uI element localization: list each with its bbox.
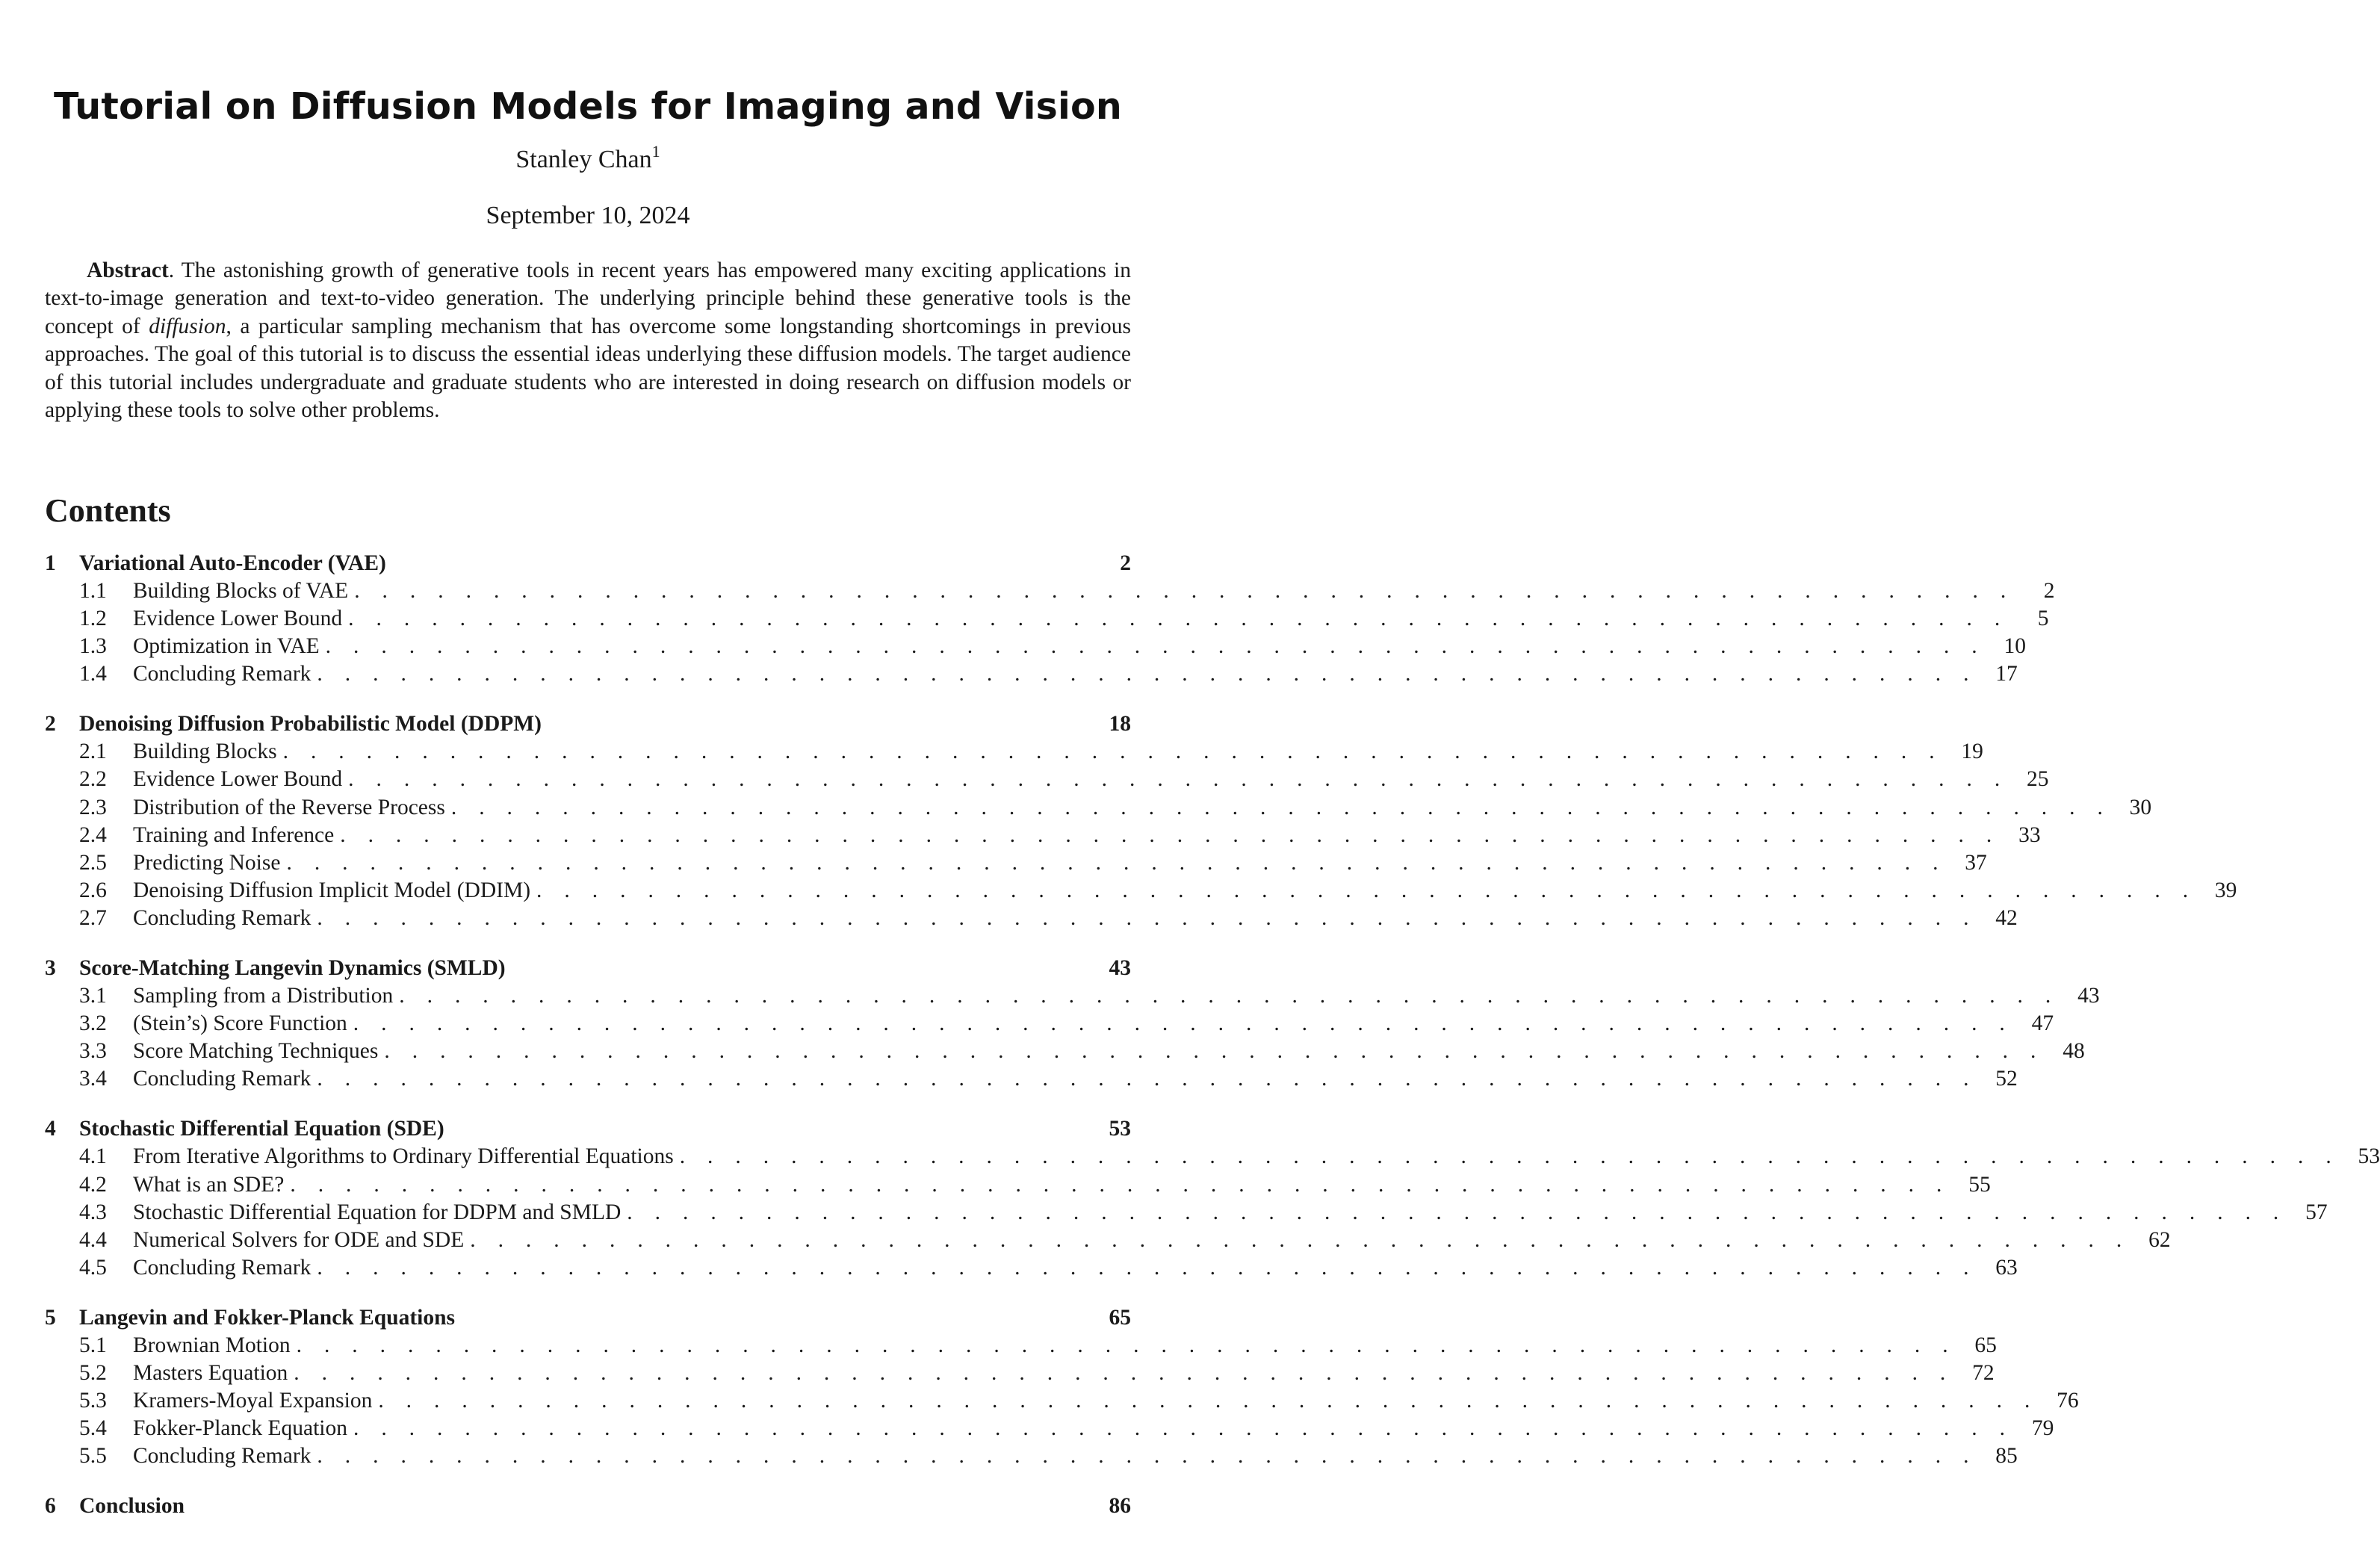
toc-subsection-title[interactable]: Distribution of the Reverse Process <box>133 795 445 819</box>
toc-leader-dots: . . . . . . . . . . . . . . . . . . . . . . . . . . . . . . . . . . . . . . . . . . . . . . . . . . . . . . . . . . . . <box>296 1333 1956 1357</box>
toc-section-title[interactable]: Stochastic Differential Equation (SDE) <box>79 1117 444 1141</box>
toc-subsection-title[interactable]: Building Blocks <box>133 740 277 764</box>
toc-subsection-number: 2.7 <box>79 905 107 930</box>
toc-section-page[interactable]: 86 <box>1109 1494 1131 1519</box>
toc-subsection-entry[interactable] <box>45 1333 1997 1361</box>
toc-subsection-page[interactable]: 72 <box>1972 1360 1995 1385</box>
toc-subsection-entry[interactable] <box>45 1011 2054 1039</box>
toc-subsection-entry[interactable] <box>45 905 2018 934</box>
toc-leader-dots: . . . . . . . . . . . . . . . . . . . . . . . . . . . . . . . . . . . . . . . . . . . . . . . . . . . . . . . . . . . . <box>282 740 1943 764</box>
contents-heading: Contents <box>45 492 171 529</box>
toc-subsection-page[interactable]: 43 <box>2077 984 2100 1008</box>
toc-leader-dots: . . . . . . . . . . . . . . . . . . . . . . . . . . . . . . . . . . . . . . . . . . . . . . . . . . . . . . . . . . . . <box>325 634 1986 659</box>
toc-subsection-page[interactable]: 10 <box>2004 634 2026 659</box>
toc-subsection-number: 1.4 <box>79 662 107 686</box>
toc-subsection-title[interactable]: Score Matching Techniques <box>133 1039 379 1064</box>
toc-subsection-page[interactable]: 47 <box>2031 1011 2054 1036</box>
toc-subsection-page[interactable]: 76 <box>2057 1389 2079 1413</box>
toc-subsection-page[interactable]: 30 <box>2129 795 2152 819</box>
abstract-emphasis: diffusion <box>149 314 226 338</box>
toc-subsection-number: 4.3 <box>79 1200 107 1224</box>
toc-subsection-page[interactable]: 17 <box>1995 662 2018 686</box>
toc-section-entry[interactable] <box>45 1306 1131 1333</box>
toc-subsection-entry[interactable] <box>45 1067 2018 1094</box>
toc-subsection-entry[interactable] <box>45 1144 2380 1172</box>
toc-subsection-title[interactable]: Numerical Solvers for ODE and SDE <box>133 1227 465 1252</box>
toc-subsection-page[interactable]: 79 <box>2031 1416 2054 1441</box>
toc-subsection-entry[interactable] <box>45 822 2041 851</box>
toc-leader-dots: . . . . . . . . . . . . . . . . . . . . . . . . . . . . . . . . . . . . . . . . . . . . . . . . . . . . . . . . . . . . <box>353 1011 2014 1036</box>
toc-subsection-page[interactable]: 57 <box>2305 1200 2328 1224</box>
toc-section-page[interactable]: 65 <box>1109 1305 1131 1330</box>
toc-subsection-title[interactable]: Predicting Noise <box>133 850 281 875</box>
toc-section-number: 6 <box>45 1494 56 1519</box>
toc-subsection-page[interactable]: 48 <box>2063 1039 2085 1064</box>
toc-subsection-entry[interactable] <box>45 1360 1995 1389</box>
toc-subsection-title[interactable]: Building Blocks of VAE <box>133 579 349 603</box>
toc-subsection-page[interactable]: 53 <box>2358 1144 2380 1169</box>
toc-subsection-number: 5.5 <box>79 1444 107 1469</box>
publication-date: September 10, 2024 <box>486 202 690 229</box>
toc-section-number: 1 <box>45 551 56 575</box>
toc-subsection-number: 4.2 <box>79 1172 107 1197</box>
toc-subsection-number: 2.3 <box>79 795 107 819</box>
toc-subsection-title[interactable]: (Stein’s) Score Function <box>133 1011 347 1036</box>
toc-leader-dots: . . . . . . . . . . . . . . . . . . . . . . . . . . . . . . . . . . . . . . . . . . . . . . . . . . . . . . . . . . . . <box>399 984 2060 1008</box>
toc-subsection-number: 4.4 <box>79 1227 107 1252</box>
toc-subsection-entry[interactable] <box>45 984 2100 1011</box>
toc-section-page[interactable]: 43 <box>1109 956 1131 981</box>
toc-subsection-title[interactable]: Sampling from a Distribution <box>133 984 394 1008</box>
toc-subsection-entry[interactable] <box>45 740 1983 767</box>
toc-subsection-entry[interactable] <box>45 634 2026 662</box>
toc-subsection-title[interactable]: Training and Inference <box>133 822 335 847</box>
table-of-contents <box>45 551 2380 1544</box>
toc-subsection-number: 5.2 <box>79 1360 107 1385</box>
toc-subsection-title[interactable]: Fokker-Planck Equation <box>133 1416 347 1441</box>
toc-section <box>45 551 2055 689</box>
toc-leader-dots: . . . . . . . . . . . . . . . . . . . . . . . . . . . . . . . . . . . . . . . . . . . . . . . . . . . . . . . . . . . . <box>470 1227 2130 1252</box>
toc-section <box>45 1117 2380 1283</box>
toc-subsection-number: 2.1 <box>79 740 107 764</box>
toc-subsection-entry[interactable] <box>45 607 2049 634</box>
toc-subsection-number: 2.6 <box>79 878 107 902</box>
toc-leader-dots: . . . . . . . . . . . . . . . . . . . . . . . . . . . . . . . . . . . . . . . . . . . . . . . . . . . . . . . . . . . . <box>290 1172 1950 1197</box>
toc-subsection-number: 3.1 <box>79 984 107 1008</box>
toc-section-page[interactable]: 18 <box>1109 712 1131 737</box>
toc-leader-dots: . . . . . . . . . . . . . . . . . . . . . . . . . . . . . . . . . . . . . . . . . . . . . . . . . . . . . . . . . . . . <box>317 1255 1977 1280</box>
toc-subsection-page[interactable]: 62 <box>2148 1227 2171 1252</box>
toc-section-entry[interactable] <box>45 1117 1131 1144</box>
toc-subsection-number: 2.5 <box>79 850 107 875</box>
toc-subsection-entry[interactable] <box>45 1389 2079 1416</box>
toc-subsection-entry[interactable] <box>45 878 2237 906</box>
toc-section-number: 4 <box>45 1117 56 1141</box>
toc-subsection-entry[interactable] <box>45 1255 2018 1283</box>
toc-leader-dots: . . . . . . . . . . . . . . . . . . . . . . . . . . . . . . . . . . . . . . . . . . . . . . . . . . . . . . . . . . . . <box>317 905 1977 930</box>
toc-section <box>45 1305 2079 1472</box>
toc-subsection-entry[interactable] <box>45 767 2049 795</box>
toc-section-number: 5 <box>45 1305 56 1330</box>
toc-subsection-entry[interactable] <box>45 1444 2018 1472</box>
author-line <box>45 142 1131 174</box>
toc-leader-dots: . . . . . . . . . . . . . . . . . . . . . . . . . . . . . . . . . . . . . . . . . . . . . . . . . . . . . . . . . . . . <box>384 1039 2045 1064</box>
author-footnote-marker[interactable]: 1 <box>651 142 660 161</box>
toc-subsection-page[interactable]: 5 <box>2037 607 2049 631</box>
toc-subsection-page[interactable]: 85 <box>1995 1444 2018 1469</box>
toc-subsection-title[interactable]: Concluding Remark <box>133 1067 312 1091</box>
toc-subsection-title[interactable]: Stochastic Differential Equation for DDPM and SMLD <box>133 1200 622 1224</box>
toc-subsection-number: 5.1 <box>79 1333 107 1357</box>
toc-subsection-number: 5.3 <box>79 1389 107 1413</box>
toc-leader-dots: . . . . . . . . . . . . . . . . . . . . . . . . . . . . . . . . . . . . . . . . . . . . . . . . . . . . . . . . . . . . <box>354 579 2015 603</box>
toc-subsection-page[interactable]: 19 <box>1961 740 1983 764</box>
toc-section <box>45 712 2237 934</box>
toc-leader-dots: . . . . . . . . . . . . . . . . . . . . . . . . . . . . . . . . . . . . . . . . . . . . . . . . . . . . . . . . . . . . <box>317 662 1977 686</box>
toc-subsection-page[interactable]: 42 <box>1995 905 2018 930</box>
toc-subsection-title[interactable]: Evidence Lower Bound <box>133 607 343 631</box>
toc-subsection-title[interactable]: What is an SDE? <box>133 1172 285 1197</box>
toc-subsection-entry[interactable] <box>45 579 2055 607</box>
author-name: Stanley Chan <box>515 146 652 173</box>
toc-subsection-title[interactable]: Optimization in VAE <box>133 634 320 659</box>
toc-section-number: 3 <box>45 956 56 981</box>
toc-subsection-number: 3.3 <box>79 1039 107 1064</box>
toc-subsection-number: 2.4 <box>79 822 107 847</box>
toc-section-entry[interactable] <box>45 712 1131 740</box>
toc-section-title[interactable]: Langevin and Fokker-Planck Equations <box>79 1305 455 1330</box>
abstract-text-after: , a particular sampling mechanism that has overcome some longstanding shortcomings in previous approaches. The goal of this tutorial is to discuss the essential ideas underlying these diffusion models. The target audience of this tutorial includes undergraduate and graduate students who are interested in doing research on diffusion models or applying these tools to solve other problems. <box>45 314 1131 423</box>
toc-leader-dots: . . . . . . . . . . . . . . . . . . . . . . . . . . . . . . . . . . . . . . . . . . . . . . . . . . . . . . . . . . . . <box>348 607 2009 631</box>
toc-subsection-title[interactable]: Concluding Remark <box>133 1444 312 1469</box>
toc-subsection-page[interactable]: 65 <box>1974 1333 1997 1357</box>
toc-subsection-title[interactable]: Concluding Remark <box>133 1255 312 1280</box>
toc-leader-dots: . . . . . . . . . . . . . . . . . . . . . . . . . . . . . . . . . . . . . . . . . . . . . . . . . . . . . . . . . . . . <box>317 1444 1977 1469</box>
toc-leader-dots: . . . . . . . . . . . . . . . . . . . . . . . . . . . . . . . . . . . . . . . . . . . . . . . . . . . . . . . . . . . . <box>317 1067 1977 1091</box>
toc-subsection-title[interactable]: Masters Equation <box>133 1360 288 1385</box>
toc-leader-dots: . . . . . . . . . . . . . . . . . . . . . . . . . . . . . . . . . . . . . . . . . . . . . . . . . . . . . . . . . . . . <box>353 1416 2014 1441</box>
toc-subsection-number: 1.2 <box>79 607 107 631</box>
toc-subsection-number: 3.2 <box>79 1011 107 1036</box>
abstract-label: Abstract <box>87 258 169 282</box>
toc-subsection-number: 4.1 <box>79 1144 107 1169</box>
toc-subsection-page[interactable]: 37 <box>1965 850 1987 875</box>
toc-leader-dots: . . . . . . . . . . . . . . . . . . . . . . . . . . . . . . . . . . . . . . . . . . . . . . . . . . . . . . . . . . . . <box>294 1360 1954 1385</box>
toc-section-entry[interactable] <box>45 1494 1131 1522</box>
toc-subsection-entry[interactable] <box>45 662 2018 689</box>
toc-section-title[interactable]: Conclusion <box>79 1494 185 1519</box>
toc-subsection-page[interactable]: 33 <box>2018 822 2041 847</box>
toc-section-page[interactable]: 53 <box>1109 1117 1131 1141</box>
toc-subsection-entry[interactable] <box>45 795 2152 823</box>
toc-section-title[interactable]: Denoising Diffusion Probabilistic Model (DDPM) <box>79 712 542 737</box>
toc-subsection-number: 1.1 <box>79 579 107 603</box>
toc-subsection-number: 5.4 <box>79 1416 107 1441</box>
toc-subsection-title[interactable]: Evidence Lower Bound <box>133 767 343 792</box>
toc-section-title[interactable]: Variational Auto-Encoder (VAE) <box>79 551 386 575</box>
toc-section-page[interactable]: 2 <box>1120 551 1131 575</box>
toc-subsection-title[interactable]: Denoising Diffusion Implicit Model (DDIM) <box>133 878 531 902</box>
toc-subsection-title[interactable]: Kramers-Moyal Expansion <box>133 1389 373 1413</box>
toc-leader-dots: . . . . . . . . . . . . . . . . . . . . . . . . . . . . . . . . . . . . . . . . . . . . . . . . . . . . . . . . . . . . <box>679 1144 2340 1169</box>
toc-subsection-page[interactable]: 52 <box>1995 1067 2018 1091</box>
toc-leader-dots: . . . . . . . . . . . . . . . . . . . . . . . . . . . . . . . . . . . . . . . . . . . . . . . . . . . . . . . . . . . . <box>286 850 1947 875</box>
toc-subsection-page[interactable]: 63 <box>1995 1255 2018 1280</box>
abstract <box>45 257 1131 424</box>
toc-leader-dots: . . . . . . . . . . . . . . . . . . . . . . . . . . . . . . . . . . . . . . . . . . . . . . . . . . . . . . . . . . . . <box>450 795 2112 819</box>
toc-subsection-entry[interactable] <box>45 1172 1991 1200</box>
toc-leader-dots: . . . . . . . . . . . . . . . . . . . . . . . . . . . . . . . . . . . . . . . . . . . . . . . . . . . . . . . . . . . . <box>340 822 2001 847</box>
toc-subsection-title[interactable]: Concluding Remark <box>133 905 312 930</box>
toc-leader-dots: . . . . . . . . . . . . . . . . . . . . . . . . . . . . . . . . . . . . . . . . . . . . . . . . . . . . . . . . . . . . <box>627 1200 2287 1224</box>
toc-subsection-title[interactable]: Concluding Remark <box>133 662 312 686</box>
toc-section-entry[interactable] <box>45 551 1131 579</box>
toc-subsection-number: 2.2 <box>79 767 107 792</box>
toc-section-entry[interactable] <box>45 956 1131 984</box>
toc-subsection-entry[interactable] <box>45 1039 2085 1067</box>
toc-section <box>45 956 2100 1094</box>
toc-subsection-entry[interactable] <box>45 1227 2171 1256</box>
paper-title: Tutorial on Diffusion Models for Imaging and Vision <box>54 85 1122 128</box>
toc-section-number: 2 <box>45 712 56 737</box>
toc-leader-dots: . . . . . . . . . . . . . . . . . . . . . . . . . . . . . . . . . . . . . . . . . . . . . . . . . . . . . . . . . . . . <box>536 878 2197 902</box>
toc-subsection-number: 3.4 <box>79 1067 107 1091</box>
toc-subsection-entry[interactable] <box>45 1200 2328 1228</box>
toc-subsection-page[interactable]: 39 <box>2214 878 2237 902</box>
toc-subsection-entry[interactable] <box>45 1416 2054 1444</box>
toc-section-title[interactable]: Score-Matching Langevin Dynamics (SMLD) <box>79 956 506 981</box>
abstract-text-before: . The astonishing growth of generative tools in recent years has empowered many exciting applications in text-to-image generation and text-to-video generation. The underlying principle behind these generative tools is the concept of <box>45 258 1131 338</box>
toc-subsection-entry[interactable] <box>45 850 1987 878</box>
toc-subsection-title[interactable]: Brownian Motion <box>133 1333 291 1357</box>
toc-leader-dots: . . . . . . . . . . . . . . . . . . . . . . . . . . . . . . . . . . . . . . . . . . . . . . . . . . . . . . . . . . . . <box>378 1389 2039 1413</box>
toc-subsection-title[interactable]: From Iterative Algorithms to Ordinary Differential Equations <box>133 1144 674 1169</box>
toc-subsection-page[interactable]: 25 <box>2027 767 2049 792</box>
toc-section <box>45 1494 1131 1522</box>
toc-subsection-number: 1.3 <box>79 634 107 659</box>
toc-subsection-number: 4.5 <box>79 1255 107 1280</box>
toc-leader-dots: . . . . . . . . . . . . . . . . . . . . . . . . . . . . . . . . . . . . . . . . . . . . . . . . . . . . . . . . . . . . <box>348 767 2009 792</box>
toc-subsection-page[interactable]: 55 <box>1968 1172 1991 1197</box>
toc-subsection-page[interactable]: 2 <box>2043 579 2055 603</box>
